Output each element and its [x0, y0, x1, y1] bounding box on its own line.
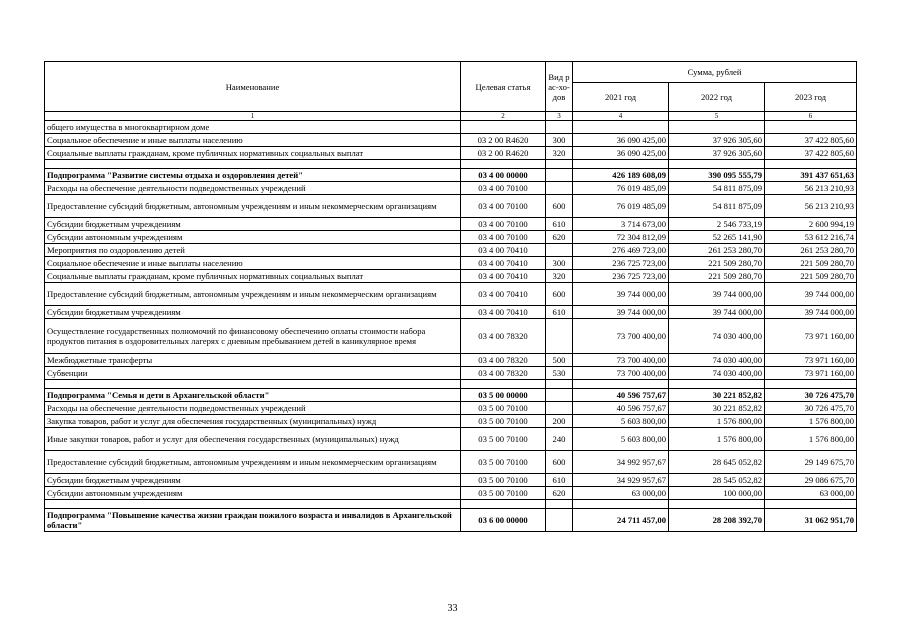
amount-2023: 221 509 280,70 — [765, 270, 857, 283]
amount-2023: 53 612 216,74 — [765, 231, 857, 244]
row-name: Межбюджетные трансферты — [45, 354, 461, 367]
amount-2022: 100 000,00 — [669, 487, 765, 500]
expense-kind: 600 — [546, 283, 573, 306]
row-name: Предоставление субсидий бюджетным, автономным учреждениям и иным некоммерческим организациям — [45, 195, 461, 218]
expense-kind: 620 — [546, 487, 573, 500]
spacer-row — [45, 160, 857, 169]
header-name: Наименование — [45, 62, 461, 112]
amount-2023: 391 437 651,63 — [765, 169, 857, 182]
table-row — [45, 283, 857, 306]
amount-2021: 73 700 400,00 — [573, 319, 669, 354]
amount-2023: 56 213 210,93 — [765, 195, 857, 218]
row-name: Субсидии бюджетным учреждениям — [45, 474, 461, 487]
empty-cell — [546, 160, 573, 169]
row-name: Подпрограмма "Развитие системы отдыха и оздоровления детей" — [45, 169, 461, 182]
amount-2021: 236 725 723,00 — [573, 270, 669, 283]
expense-kind: 240 — [546, 428, 573, 451]
row-name: Субвенции — [45, 367, 461, 380]
table-row — [45, 319, 857, 354]
amount-2023: 37 422 805,60 — [765, 147, 857, 160]
amount-2021: 36 090 425,00 — [573, 134, 669, 147]
row-name: Осуществление государственных полномочий по финансовому обеспечению оплаты стоимости набора продуктов питания в оздоровительных лагерях с дневным пребыванием детей в каникулярное время — [45, 319, 461, 354]
table-row — [45, 182, 857, 195]
amount-2023: 56 213 210,93 — [765, 182, 857, 195]
empty-cell — [546, 380, 573, 389]
amount-2023: 39 744 000,00 — [765, 306, 857, 319]
amount-2021: 34 929 957,67 — [573, 474, 669, 487]
amount-2021 — [573, 121, 669, 134]
row-name: Расходы на обеспечение деятельности подведомственных учреждений — [45, 402, 461, 415]
empty-cell — [573, 500, 669, 509]
column-index: 1 — [45, 112, 461, 121]
table-row — [45, 402, 857, 415]
expense-kind — [546, 402, 573, 415]
table-row — [45, 509, 857, 532]
expense-kind: 500 — [546, 354, 573, 367]
table-row — [45, 428, 857, 451]
expense-kind: 610 — [546, 306, 573, 319]
row-name: Субсидии автономным учреждениям — [45, 231, 461, 244]
amount-2023: 37 422 805,60 — [765, 134, 857, 147]
table-row — [45, 270, 857, 283]
amount-2022: 261 253 280,70 — [669, 244, 765, 257]
target-code: 03 4 00 70410 — [461, 306, 546, 319]
expense-kind: 300 — [546, 134, 573, 147]
table-row — [45, 415, 857, 428]
empty-cell — [765, 500, 857, 509]
amount-2023: 2 600 994,19 — [765, 218, 857, 231]
amount-2022: 52 265 141,90 — [669, 231, 765, 244]
column-index: 4 — [573, 112, 669, 121]
target-code: 03 4 00 70100 — [461, 182, 546, 195]
table-body — [45, 121, 857, 532]
amount-2022: 39 744 000,00 — [669, 306, 765, 319]
row-name: Подпрограмма "Семья и дети в Архангельской области" — [45, 389, 461, 402]
row-name: Иные закупки товаров, работ и услуг для обеспечения государственных (муниципальных) нужд — [45, 428, 461, 451]
expense-kind: 620 — [546, 231, 573, 244]
amount-2021: 276 469 723,00 — [573, 244, 669, 257]
header-kind: Вид рас-хо-дов — [546, 62, 573, 112]
target-code: 03 4 00 70100 — [461, 231, 546, 244]
expense-kind: 600 — [546, 195, 573, 218]
header-sum: Сумма, рублей — [573, 62, 857, 83]
target-code: 03 4 00 70410 — [461, 244, 546, 257]
amount-2023: 73 971 160,00 — [765, 319, 857, 354]
amount-2022: 28 208 392,70 — [669, 509, 765, 532]
table-row — [45, 306, 857, 319]
table-row — [45, 354, 857, 367]
amount-2023: 30 726 475,70 — [765, 389, 857, 402]
target-code: 03 4 00 78320 — [461, 354, 546, 367]
amount-2022: 1 576 800,00 — [669, 415, 765, 428]
amount-2023: 63 000,00 — [765, 487, 857, 500]
table-row — [45, 367, 857, 380]
table-row — [45, 474, 857, 487]
column-index: 6 — [765, 112, 857, 121]
amount-2022: 390 095 555,79 — [669, 169, 765, 182]
amount-2022: 1 576 800,00 — [669, 428, 765, 451]
amount-2021: 34 992 957,67 — [573, 451, 669, 474]
table-row — [45, 121, 857, 134]
target-code — [461, 121, 546, 134]
amount-2022: 28 645 052,82 — [669, 451, 765, 474]
target-code: 03 4 00 70410 — [461, 283, 546, 306]
amount-2022: 2 546 733,19 — [669, 218, 765, 231]
amount-2023 — [765, 121, 857, 134]
table-row — [45, 147, 857, 160]
amount-2023: 73 971 160,00 — [765, 354, 857, 367]
amount-2021: 36 090 425,00 — [573, 147, 669, 160]
target-code: 03 5 00 70100 — [461, 428, 546, 451]
empty-cell — [669, 380, 765, 389]
table-row — [45, 218, 857, 231]
target-code: 03 4 00 70410 — [461, 257, 546, 270]
spacer-row — [45, 500, 857, 509]
expense-kind: 610 — [546, 218, 573, 231]
amount-2021: 73 700 400,00 — [573, 367, 669, 380]
amount-2021: 63 000,00 — [573, 487, 669, 500]
amount-2022: 54 811 875,09 — [669, 195, 765, 218]
empty-cell — [765, 160, 857, 169]
amount-2022: 74 030 400,00 — [669, 319, 765, 354]
expense-kind — [546, 509, 573, 532]
target-code: 03 6 00 00000 — [461, 509, 546, 532]
amount-2022: 221 509 280,70 — [669, 257, 765, 270]
amount-2021: 236 725 723,00 — [573, 257, 669, 270]
amount-2022: 37 926 305,60 — [669, 147, 765, 160]
target-code: 03 4 00 70100 — [461, 195, 546, 218]
table-row — [45, 195, 857, 218]
amount-2022: 74 030 400,00 — [669, 354, 765, 367]
expense-kind — [546, 319, 573, 354]
empty-cell — [669, 500, 765, 509]
row-name: Социальные выплаты гражданам, кроме публичных нормативных социальных выплат — [45, 147, 461, 160]
target-code: 03 5 00 70100 — [461, 474, 546, 487]
amount-2023: 1 576 800,00 — [765, 415, 857, 428]
amount-2021: 76 019 485,09 — [573, 182, 669, 195]
amount-2021: 40 596 757,67 — [573, 389, 669, 402]
table-header — [45, 62, 857, 121]
empty-cell — [461, 380, 546, 389]
table-row — [45, 257, 857, 270]
amount-2021: 73 700 400,00 — [573, 354, 669, 367]
amount-2021: 5 603 800,00 — [573, 428, 669, 451]
column-index-row — [45, 112, 857, 121]
empty-cell — [573, 160, 669, 169]
amount-2022: 37 926 305,60 — [669, 134, 765, 147]
amount-2021: 5 603 800,00 — [573, 415, 669, 428]
amount-2021: 72 304 812,09 — [573, 231, 669, 244]
empty-cell — [45, 500, 461, 509]
amount-2021: 40 596 757,67 — [573, 402, 669, 415]
table-row — [45, 389, 857, 402]
amount-2023: 29 149 675,70 — [765, 451, 857, 474]
row-name: Предоставление субсидий бюджетным, автономным учреждениям и иным некоммерческим организациям — [45, 451, 461, 474]
target-code: 03 4 00 70100 — [461, 218, 546, 231]
amount-2022: 74 030 400,00 — [669, 367, 765, 380]
row-name: Социальные выплаты гражданам, кроме публичных нормативных социальных выплат — [45, 270, 461, 283]
amount-2022: 30 221 852,82 — [669, 402, 765, 415]
row-name: Субсидии автономным учреждениям — [45, 487, 461, 500]
row-name: Расходы на обеспечение деятельности подведомственных учреждений — [45, 182, 461, 195]
target-code: 03 4 00 78320 — [461, 367, 546, 380]
expense-kind: 530 — [546, 367, 573, 380]
amount-2021: 24 711 457,00 — [573, 509, 669, 532]
empty-cell — [461, 160, 546, 169]
expense-kind: 320 — [546, 147, 573, 160]
amount-2021: 76 019 485,09 — [573, 195, 669, 218]
row-name: Субсидии бюджетным учреждениям — [45, 306, 461, 319]
empty-cell — [546, 500, 573, 509]
empty-cell — [573, 380, 669, 389]
table-row — [45, 134, 857, 147]
target-code: 03 4 00 78320 — [461, 319, 546, 354]
empty-cell — [45, 160, 461, 169]
target-code: 03 5 00 70100 — [461, 487, 546, 500]
amount-2022 — [669, 121, 765, 134]
amount-2022: 28 545 052,82 — [669, 474, 765, 487]
amount-2022: 39 744 000,00 — [669, 283, 765, 306]
expense-kind: 610 — [546, 474, 573, 487]
expense-kind: 600 — [546, 451, 573, 474]
amount-2021: 3 714 673,00 — [573, 218, 669, 231]
amount-2023: 221 509 280,70 — [765, 257, 857, 270]
amount-2023: 31 062 951,70 — [765, 509, 857, 532]
spacer-row — [45, 380, 857, 389]
column-index: 3 — [546, 112, 573, 121]
target-code: 03 4 00 70410 — [461, 270, 546, 283]
row-name: Социальное обеспечение и иные выплаты населению — [45, 134, 461, 147]
amount-2023: 261 253 280,70 — [765, 244, 857, 257]
target-code: 03 5 00 70100 — [461, 451, 546, 474]
row-name: Закупка товаров, работ и услуг для обеспечения государственных (муниципальных) нужд — [45, 415, 461, 428]
expense-kind: 320 — [546, 270, 573, 283]
empty-cell — [45, 380, 461, 389]
row-name: Социальное обеспечение и иные выплаты населению — [45, 257, 461, 270]
row-name: Предоставление субсидий бюджетным, автономным учреждениям и иным некоммерческим организациям — [45, 283, 461, 306]
header-target: Целевая статья — [461, 62, 546, 112]
target-code: 03 5 00 70100 — [461, 402, 546, 415]
empty-cell — [461, 500, 546, 509]
target-code: 03 5 00 70100 — [461, 415, 546, 428]
header-2022: 2022 год — [669, 83, 765, 112]
target-code: 03 5 00 00000 — [461, 389, 546, 402]
table-row — [45, 231, 857, 244]
row-name: Субсидии бюджетным учреждениям — [45, 218, 461, 231]
amount-2022: 221 509 280,70 — [669, 270, 765, 283]
amount-2021: 39 744 000,00 — [573, 283, 669, 306]
budget-table — [44, 61, 857, 532]
header-2021: 2021 год — [573, 83, 669, 112]
empty-cell — [765, 380, 857, 389]
header-2023: 2023 год — [765, 83, 857, 112]
row-name: Подпрограмма "Повышение качества жизни граждан пожилого возраста и инвалидов в Архангельской области" — [45, 509, 461, 532]
expense-kind: 300 — [546, 257, 573, 270]
expense-kind — [546, 389, 573, 402]
table-row — [45, 451, 857, 474]
amount-2021: 426 189 608,09 — [573, 169, 669, 182]
amount-2023: 1 576 800,00 — [765, 428, 857, 451]
amount-2022: 54 811 875,09 — [669, 182, 765, 195]
amount-2021: 39 744 000,00 — [573, 306, 669, 319]
amount-2023: 73 971 160,00 — [765, 367, 857, 380]
empty-cell — [669, 160, 765, 169]
amount-2023: 30 726 475,70 — [765, 402, 857, 415]
target-code: 03 2 00 R4620 — [461, 134, 546, 147]
amount-2022: 30 221 852,82 — [669, 389, 765, 402]
table-row — [45, 169, 857, 182]
expense-kind — [546, 121, 573, 134]
row-name: общего имущества в многоквартирном доме — [45, 121, 461, 134]
expense-kind — [546, 169, 573, 182]
page-number: 33 — [447, 603, 458, 614]
target-code: 03 4 00 00000 — [461, 169, 546, 182]
target-code: 03 2 00 R4620 — [461, 147, 546, 160]
expense-kind: 200 — [546, 415, 573, 428]
amount-2023: 39 744 000,00 — [765, 283, 857, 306]
table-row — [45, 487, 857, 500]
table-row — [45, 244, 857, 257]
column-index: 2 — [461, 112, 546, 121]
column-index: 5 — [669, 112, 765, 121]
expense-kind — [546, 244, 573, 257]
amount-2023: 29 086 675,70 — [765, 474, 857, 487]
expense-kind — [546, 182, 573, 195]
row-name: Мероприятия по оздоровлению детей — [45, 244, 461, 257]
